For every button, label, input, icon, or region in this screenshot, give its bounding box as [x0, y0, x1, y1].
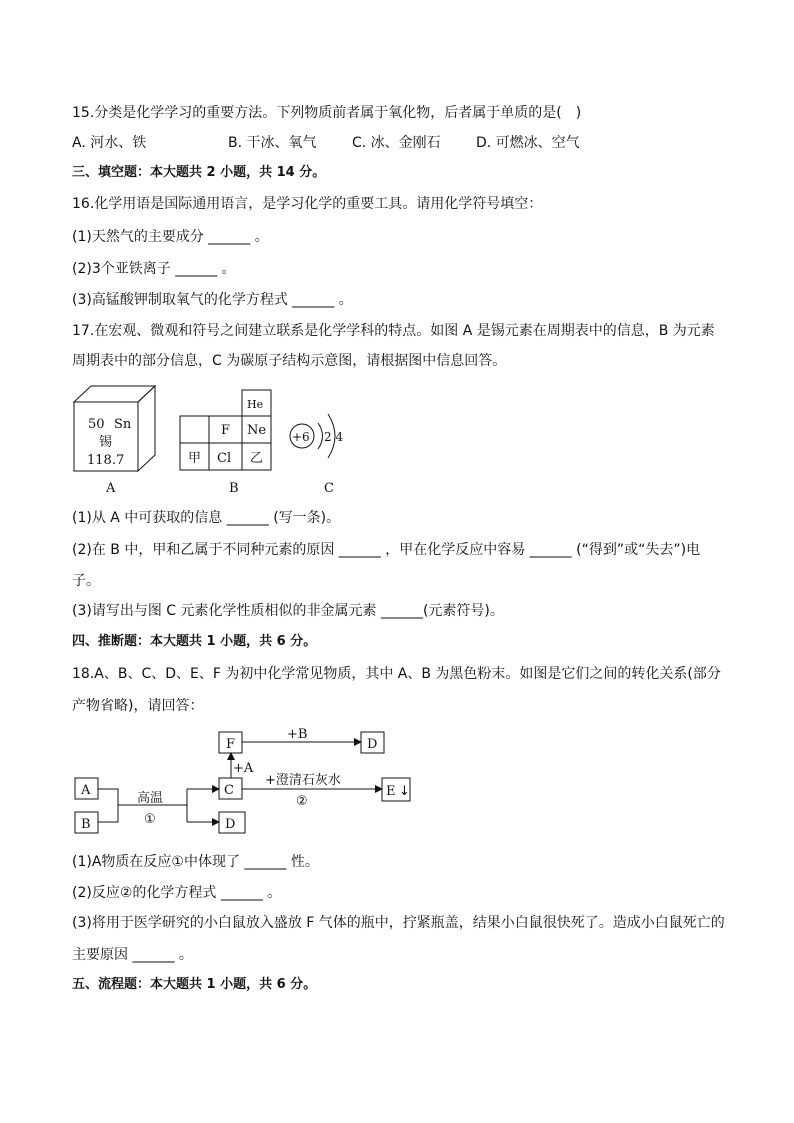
- figure-a-element-name: 锡: [99, 435, 113, 450]
- figure-b-caption: B: [229, 481, 239, 496]
- condition-limewater: +澄清石灰水: [265, 773, 341, 788]
- condition-plus-a: +A: [233, 761, 254, 776]
- q16-item-1: (1)天然气的主要成分 ______ 。: [72, 229, 269, 245]
- q16-item-2: (2)3个亚铁离子 ______ 。: [72, 261, 236, 277]
- figure-b-cell-f: F: [221, 423, 231, 438]
- condition-plus-b: +B: [287, 727, 308, 742]
- label-d-bottom: D: [225, 817, 236, 832]
- section-5-heading: 五、流程题：本大题共 1 小题，共 6 分。: [72, 977, 317, 992]
- label-d-top: D: [367, 737, 378, 752]
- q15-option-c: C. 冰、金刚石: [352, 135, 441, 151]
- q18-item-3-cont: 主要原因 ______ 。: [72, 947, 193, 963]
- q18-item-1: (1)A物质在反应①中体现了 ______ 性。: [72, 854, 319, 870]
- section-4-heading: 四、推断题：本大题共 1 小题，共 6 分。: [72, 634, 317, 649]
- label-b: B: [81, 817, 91, 832]
- label-f: F: [226, 737, 236, 752]
- q17-item-2-cont: 子。: [72, 573, 100, 589]
- q17-stem-line-2: 周期表中的部分信息，C 为碳原子结构示意图，请根据图中信息回答。: [72, 353, 507, 369]
- section-3-heading: 三、填空题：本大题共 2 小题，共 14 分。: [72, 165, 326, 180]
- q18-item-2: (2)反应②的化学方程式 ______ 。: [72, 885, 282, 901]
- figure-a-symbol: Sn: [114, 417, 132, 432]
- label-c: C: [224, 783, 234, 798]
- figure-c-caption: C: [324, 481, 334, 496]
- q18-stem-line-1: 18.A、B、C、D、E、F 为初中化学常见物质，其中 A、B 为黑色粉末。如图是它们之间的转化关系(部分: [72, 666, 721, 682]
- q18-item-3: (3)将用于医学研究的小白鼠放入盛放 F 气体的瓶中，拧紧瓶盖，结果小白鼠很快死了。造成小白鼠死亡的: [72, 915, 725, 931]
- figure-b-cell-he: He: [247, 398, 264, 411]
- q18-stem-line-2: 产物省略)，请回答：: [72, 698, 204, 714]
- label-e: E: [386, 784, 396, 799]
- q16-stem: 16.化学用语是国际通用语言，是学习化学的重要工具。请用化学符号填空：: [72, 196, 543, 212]
- figure-b-cell-yi: 乙: [250, 451, 264, 466]
- figure-b-cell-cl: Cl: [217, 451, 232, 466]
- figure-c-nucleus: +6: [292, 430, 310, 444]
- q16-item-3: (3)高锰酸钾制取氧气的化学方程式 ______ 。: [72, 292, 353, 308]
- q15-stem: 15.分类是化学学习的重要方法。下列物质前者属于氧化物，后者属于单质的是( ): [72, 105, 582, 121]
- figure-a-caption: A: [106, 481, 116, 496]
- reaction-2-marker: ②: [296, 794, 308, 809]
- figure-a-atomic-mass: 118.7: [87, 453, 125, 468]
- q17-item-2: (2)在 B 中，甲和乙属于不同种元素的原因 ______ ，甲在化学反应中容易 ______ (“得到”或“失去”)电: [72, 542, 701, 558]
- precipitate-arrow-icon: ↓: [399, 784, 410, 799]
- q17-item-1: (1)从 A 中可获取的信息 ______ (写一条)。: [72, 510, 341, 526]
- q15-option-b: B. 干冰、氧气: [228, 135, 317, 151]
- q15-option-d: D. 可燃冰、空气: [476, 135, 580, 151]
- condition-high-temp: 高温: [137, 791, 164, 806]
- reaction-1-marker: ①: [144, 812, 156, 827]
- figure-b-cell-jia: 甲: [188, 451, 202, 466]
- q17-stem-line-1: 17.在宏观、微观和符号之间建立联系是化学学科的特点。如图 A 是锡元素在周期表中的信息，B 为元素: [72, 323, 715, 339]
- figure-b-cell-ne: Ne: [247, 423, 267, 438]
- figure-c-electrons: 2 4: [324, 430, 344, 444]
- q17-item-3: (3)请写出与图 C 元素化学性质相似的非金属元素 ______(元素符号)。: [72, 603, 504, 619]
- figure-a-atomic-number: 50: [88, 417, 105, 432]
- label-a: A: [81, 783, 91, 798]
- q15-option-a: A. 河水、铁: [72, 135, 147, 151]
